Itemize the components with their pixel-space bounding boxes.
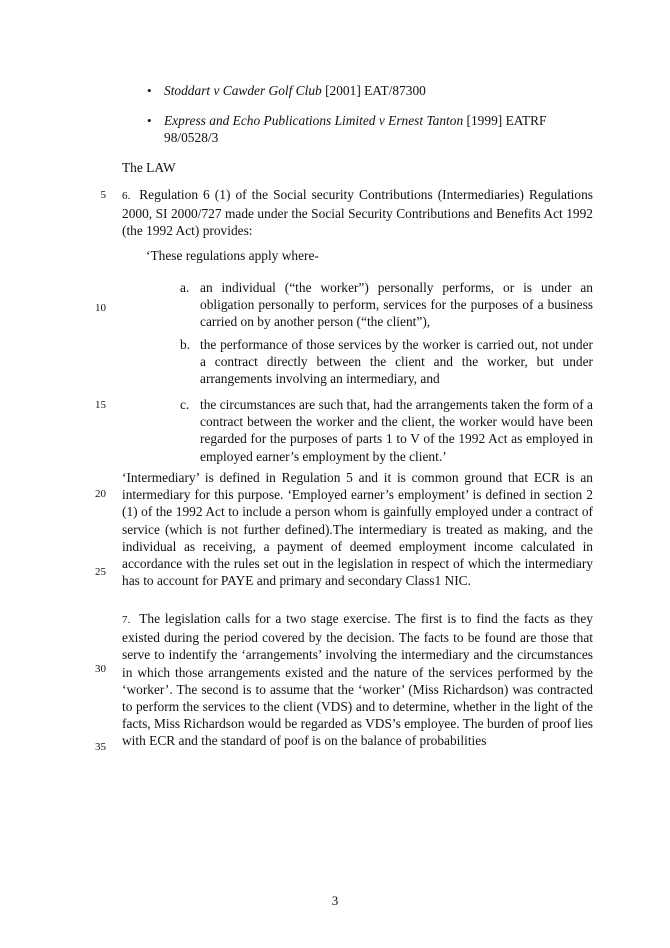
paragraph-number: 6. [122, 190, 131, 202]
line-number: 5 [100, 189, 106, 201]
sub-item-a [180, 279, 593, 331]
paragraph-text: Regulation 6 (1) of the Social security Contributions (Intermediaries) Regulations 2000, SI 2000/727 made under the Social Security Contributions and Benefits Act 1992 (the 1992 Act) provides: [122, 187, 593, 239]
case-citation: [1999] EATRF 98/0528/3 [164, 113, 547, 145]
section-heading: The LAW [122, 160, 176, 175]
line-number: 30 [95, 663, 106, 675]
paragraph-text: The legislation calls for a two stage exercise. The first is to find the facts as they existed during the period covered by the decision. The facts to be found are those that serve to indentify the ‘arrangements’ involving the intermediary and the circumstances in which those arrangements existed and the nature of the services performed by the ‘worker’. The second is to assume that the ‘worker’ (Miss Richardson) was contracted to perform the services to the client (VDS) and to determine, whether in the light of the facts, Miss Richardson would be regarded as VDS’s employee. The burden of proof lies with ECR and the standard of poof is on the balance of probabilities [122, 611, 593, 749]
sub-item-text: an individual (“the worker”) personally performs, or is under an obligation personally to perform, services for the purposes of a business carried on by another person (“the client”), [200, 280, 593, 330]
sub-item-text: the circumstances are such that, had the arrangements taken the form of a contract between the worker and the client, the worker would have been regarded for the purposes of parts 1 to V of the 1992 Act as employed in employed earner’s employment by the client.’ [200, 397, 593, 464]
intermediary-paragraph: ‘Intermediary’ is defined in Regulation 5 and it is common ground that ECR is an intermediary for this purpose. ‘Employed earner’s employment’ is defined in section 2 (1) of the 1992 Act to include a person whom is gainfully employed under a contract of service (which is not further defined).The intermediary is treated as making, and the individual as receiving, a payment of deemed employment income calculated in accordance with the rules set out in the legislation in respect of which the intermediary has to account for PAYE and primary and secondary Class1 NIC. [122, 470, 593, 589]
line-number: 35 [95, 741, 106, 753]
paragraph-7 [122, 610, 593, 750]
sub-item-label: a. [180, 280, 190, 295]
paragraph-6 [122, 186, 593, 240]
line-number: 10 [95, 302, 106, 314]
bullet-icon: • [147, 83, 152, 98]
sub-item-label: c. [180, 397, 190, 412]
reference-item [164, 82, 594, 99]
page-number: 3 [331, 893, 339, 908]
reference-item [164, 112, 594, 146]
sub-item-label: b. [180, 337, 191, 352]
line-number: 25 [95, 566, 106, 578]
line-number: 15 [95, 399, 106, 411]
paragraph-number: 7. [122, 614, 131, 626]
bullet-icon: • [147, 113, 152, 128]
sub-item-b [180, 336, 593, 388]
sub-item-text: the performance of those services by the worker is carried out, not under a contract directly between the client and the worker, but under arrangements involving an intermediary, and [200, 337, 593, 387]
case-name: Express and Echo Publications Limited v Ernest Tanton [164, 113, 464, 128]
case-name: Stoddart v Cawder Golf Club [164, 83, 322, 98]
line-number: 20 [95, 488, 106, 500]
sub-item-c [180, 396, 593, 465]
case-citation: [2001] EAT/87300 [321, 83, 426, 98]
quote-intro: ‘These regulations apply where- [146, 248, 319, 263]
